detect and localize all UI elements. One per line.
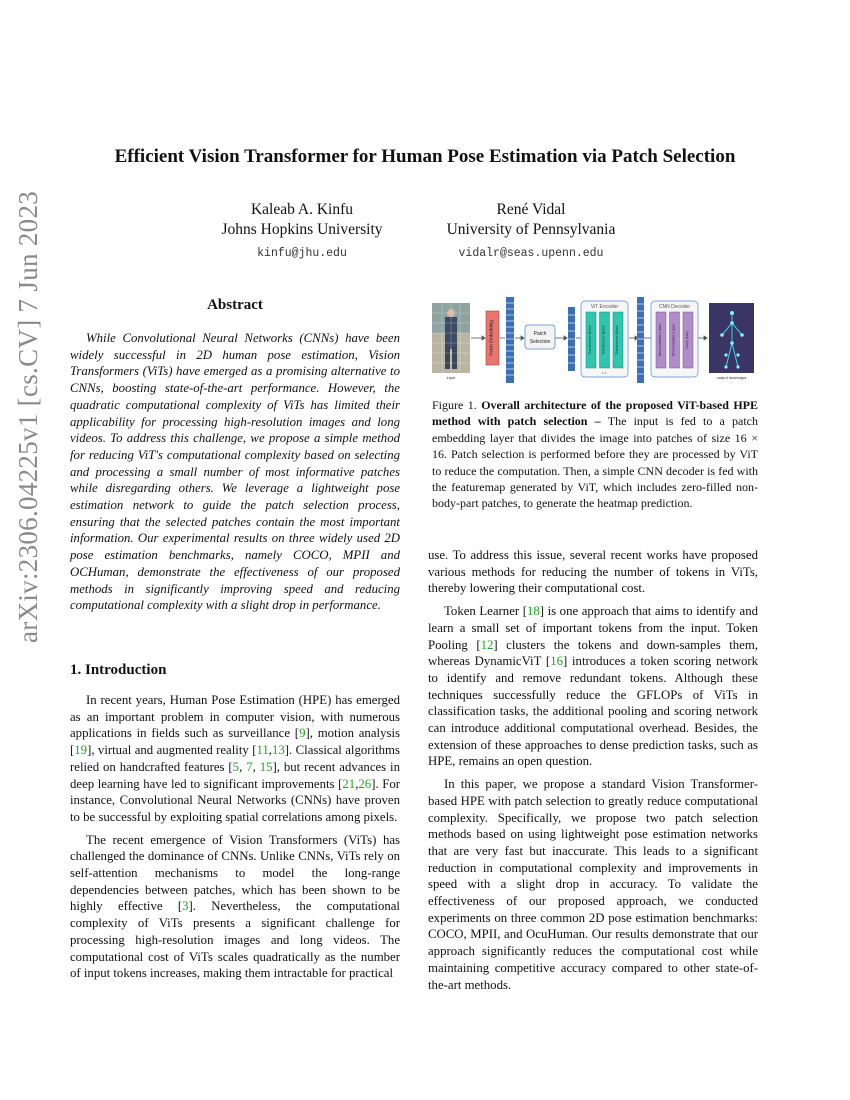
citation-link[interactable]: 26 <box>358 776 372 791</box>
paragraph-text: ] clusters the tokens and down-samples them, whereas DynamicViT [ <box>428 637 758 669</box>
caption-bold: Overall architecture of the proposed ViT-based HPE method with patch selection – <box>432 398 758 429</box>
author-2 <box>420 200 642 264</box>
arxiv-stamp: arXiv:2306.04225v1 [cs.CV] 7 Jun 2023 <box>13 190 43 643</box>
input-label: input <box>446 375 456 380</box>
transformer-block-label: Transformer Block <box>615 325 619 355</box>
paragraph-text: Token Learner [ <box>444 604 527 619</box>
abstract-heading: Abstract <box>207 297 263 313</box>
token-column-1 <box>506 297 514 383</box>
deconv-label: Deconvolution Layer <box>658 323 662 357</box>
paragraph-text: ]. Nevertheless, the computational complexity of ViTs presents a significant challenge for processing high-resolution images and long videos. The computational cost of ViTs scales quadratically as the number of input tokens increases, making them intractable for practical <box>70 899 400 981</box>
paragraph-text: , <box>355 776 359 791</box>
token-column-2 <box>568 307 575 371</box>
citation-link[interactable]: 3 <box>182 899 189 914</box>
paragraph <box>428 776 758 993</box>
citation-link[interactable]: 9 <box>299 726 306 741</box>
paper-title: Efficient Vision Transformer for Human Pose Estimation via Patch Selection <box>114 146 736 167</box>
paragraph-text: In this paper, we propose a standard Vision Transformer-based HPE with patch selection to greatly reduce computational complexity. Specifically, we propose two patch selection methods based on using lightweight pose estimation networks that are very fast but inaccurate. This leads to a significant reduction in computational complexity and improvements in speed with a slight drop in accuracy. To validate the effectiveness of our proposed approach, we conducted experiments on three common 2D pose estimation benchmarks: COCO, MPII, and OcuHuman. Our results demonstrate that our approach significantly reduces the computational cost while maintaining competitive accuracy compared to other state-of-the-art methods. <box>428 777 758 992</box>
patch-embedding-label: Patch Embedding <box>488 320 494 356</box>
paragraph-text: ]. Classical algorithms relied on handcrafted features [ <box>70 743 400 774</box>
paragraph-text: The recent emergence of Vision Transformers (ViTs) has challenged the dominance of CNNs. Unlike CNNs, ViTs rely on self-attention mechanisms to model the long-range dependencies between patches, which has been shown to be highly effective [ <box>70 832 400 914</box>
paragraph-text: ]. For instance, Convolutional Neural Networks (CNNs) have proven to be successful by exploiting spatial correlations among pixels. <box>70 776 401 824</box>
paragraph-text: ] is one approach that aims to identify and learn a small set of important tokens from the input. Token Pooling [ <box>428 604 758 652</box>
patch-selection-label-2: Selection <box>529 339 551 345</box>
vit-encoder-label: ViT Encoder <box>590 304 619 310</box>
output-heatmap <box>709 303 754 373</box>
paragraph <box>428 603 758 770</box>
author-name: René Vidal <box>496 201 566 218</box>
intro-right-column <box>428 547 758 999</box>
citation-link[interactable]: 13 <box>272 743 285 758</box>
token-column-3 <box>637 297 644 383</box>
intro-left-column <box>70 692 400 988</box>
paragraph <box>70 692 400 826</box>
author-email: vidalr@seas.upenn.edu <box>458 247 604 260</box>
architecture-figure <box>432 297 758 385</box>
citation-link[interactable]: 19 <box>74 743 88 758</box>
paragraph <box>428 547 758 597</box>
citation-link[interactable]: 11 <box>256 743 269 758</box>
cnn-decoder-label: CNN Decoder <box>658 304 691 310</box>
abstract-text: While Convolutional Neural Networks (CNNs) have been widely successful in 2D human pose estimation, Vision Transformers (ViTs) have emerged as a promising alternative to CNNs, boosting state-of-the-art performance. However, the quadratic computational complexity of ViTs has limited their applicability for processing high-resolution images and long videos. To address this challenge, we propose a simple method for reducing ViT's computational complexity based on selecting and processing a small number of most informative patches while disregarding others. We leverage a lightweight pose estimation network to guide the patch selection process, ensuring that the selected patches contain the most important information. Our experimental results on three widely used 2D pose estimation benchmarks, namely COCO, MPII and OCHuman, demonstrate the effectiveness of our proposed methods in significantly improving speed and reducing computational complexity with a slight drop in performance. <box>70 331 400 613</box>
transformer-block-label: Transformer Block <box>601 325 606 355</box>
paragraph-text: , <box>239 759 247 774</box>
citation-link[interactable]: 16 <box>550 654 563 669</box>
deconv-label: Deconvolution Layer <box>671 323 676 357</box>
citation-link[interactable]: 5 <box>232 759 240 774</box>
author-affiliation: University of Pennsylvania <box>446 221 616 238</box>
paragraph-text: ], motion analysis [ <box>70 726 400 758</box>
author-name: Kaleab A. Kinfu <box>250 201 353 218</box>
output-label: output heatmaps <box>716 375 747 380</box>
author-affiliation: Johns Hopkins University <box>221 221 383 238</box>
paragraph-text: use. To address this issue, several recent works have proposed various methods for reducing the number of tokens in ViTs, thereby lowering their computational cost. <box>428 548 758 596</box>
caption-label: Figure 1. <box>432 398 482 412</box>
figure-caption <box>432 397 758 512</box>
citation-link[interactable]: 12 <box>480 637 494 652</box>
citation-link[interactable]: 18 <box>526 604 540 619</box>
repeat-label: × L <box>601 370 608 375</box>
paragraph-text: ], but recent advances in deep learning have led to significant improvements [ <box>70 759 401 791</box>
paragraph-text: In recent years, Human Pose Estimation (HPE) has emerged as an important problem in computer vision, with numerous applications in fields such as surveillance [ <box>70 693 400 741</box>
patch-selection-block <box>525 325 555 349</box>
patch-selection-label-1: Patch <box>533 331 547 337</box>
transformer-block-label: Transformer Block <box>588 325 592 355</box>
paragraph-text: ] introduces a token scoring network to identify and remove redundant tokens. Although these techniques successfully reduce the GFLOPs of ViTs in classification tasks, the additional pooling and scoring network can introduce additional computational overhead. Besides, the extension of these approaches to dense prediction tasks, such as HPE, remains an open question. <box>428 654 759 769</box>
citation-link[interactable]: 21 <box>342 776 356 791</box>
section-heading: 1. Introduction <box>70 662 167 678</box>
paragraph-text: ], virtual and augmented reality [ <box>87 743 257 758</box>
author-email: kinfu@jhu.edu <box>257 247 347 260</box>
conv-label: Conv (1x1) <box>685 331 689 349</box>
paragraph-text: , <box>252 759 260 774</box>
paragraph <box>70 832 400 982</box>
author-1 <box>196 200 408 264</box>
paragraph-text: , <box>268 743 272 758</box>
citation-link[interactable]: 7 <box>246 759 253 774</box>
input-image <box>432 303 470 373</box>
caption-text: The input is fed to a patch embedding layer that divides the image into patches of size 16 × 16. Patch selection is performed before they are processed by ViT to reduce the computation. Then, a simple CNN decoder is fed with the featuremap generated by ViT, which includes zero-filled non-body-part patches, to generate the heatmap prediction. <box>432 414 759 511</box>
citation-link[interactable]: 15 <box>259 759 273 774</box>
